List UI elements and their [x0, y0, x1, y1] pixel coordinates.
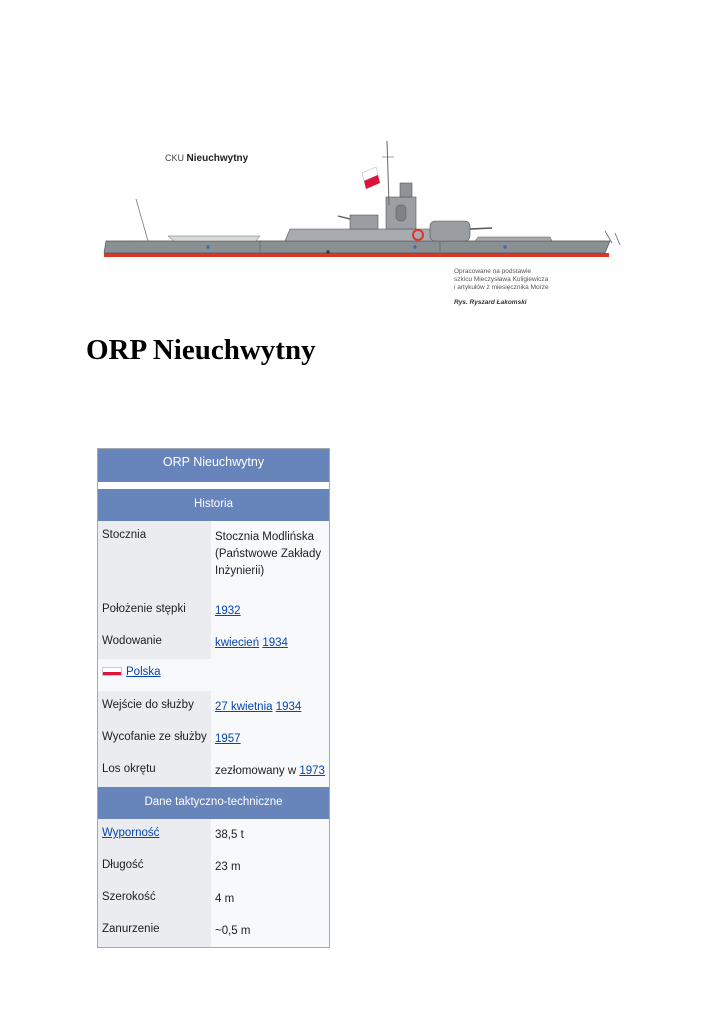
- infobox-title: ORP Nieuchwytny: [98, 449, 329, 482]
- row-displacement: [98, 819, 329, 851]
- link-keel-year[interactable]: 1932: [215, 605, 241, 617]
- value-fate-text: zezłomowany w: [215, 765, 297, 777]
- label-length: Długość: [98, 851, 211, 883]
- link-flag-country[interactable]: Polska: [126, 666, 161, 678]
- label-fate: Los okrętu: [98, 755, 211, 787]
- link-launch-month[interactable]: kwiecień: [215, 637, 260, 649]
- row-decommission: [98, 723, 329, 755]
- drawing-title: [165, 153, 248, 164]
- row-fate: [98, 755, 329, 787]
- rear-turret: [430, 221, 470, 241]
- row-keel: [98, 595, 329, 627]
- row-length: [98, 851, 329, 883]
- link-launch-year[interactable]: 1934: [262, 637, 288, 649]
- drawing-credit: Rys. Ryszard Łakomski: [454, 299, 527, 306]
- label-beam: Szerokość: [98, 883, 211, 915]
- label-launch: Wodowanie: [98, 627, 211, 659]
- link-fate-year[interactable]: 1973: [299, 765, 325, 777]
- infobox: [97, 448, 330, 948]
- label-commission: Wejście do służby: [98, 691, 211, 723]
- waterline: [104, 253, 609, 257]
- row-launch: [98, 627, 329, 659]
- value-beam: 4 m: [215, 893, 235, 905]
- poland-flag-icon: [102, 667, 122, 676]
- value-draft: ~0,5 m: [215, 925, 251, 937]
- drawing-source-note: [454, 268, 584, 292]
- infobox-gap: [98, 482, 329, 489]
- row-shipyard: [98, 521, 329, 595]
- lifeboat: [168, 236, 260, 241]
- link-commission-year[interactable]: 1934: [275, 701, 302, 713]
- row-beam: [98, 883, 329, 915]
- note-line: szkicu Mieczysława Kuligiewicza: [454, 276, 549, 283]
- page-title: ORP Nieuchwytny: [86, 334, 316, 366]
- label-decommission: Wycofanie ze służby: [98, 723, 211, 755]
- forward-turret: [350, 215, 378, 229]
- section-header-history: Historia: [98, 489, 329, 521]
- note-line: Opracowane na podstawie: [454, 268, 531, 275]
- row-flag: [98, 659, 329, 691]
- row-draft: [98, 915, 329, 947]
- drawing-title-prefix: CKU: [165, 153, 185, 163]
- note-line: i artykułów z miesięcznika Morze: [454, 284, 549, 291]
- value-shipyard: Stocznia Modlińska (Państwowe Zakłady Inżynierii): [215, 531, 322, 577]
- label-draft: Zanurzenie: [98, 915, 211, 947]
- drawing-title-name: Nieuchwytny: [186, 153, 249, 164]
- row-commission: [98, 691, 329, 723]
- hull: [104, 241, 610, 253]
- section-header-specs: Dane taktyczno-techniczne: [98, 787, 329, 819]
- label-shipyard: Stocznia: [98, 521, 211, 595]
- label-keel: Położenie stępki: [98, 595, 211, 627]
- link-decommission-year[interactable]: 1957: [215, 733, 241, 745]
- value-length: 23 m: [215, 861, 241, 873]
- link-commission-date[interactable]: 27 kwietnia: [215, 701, 273, 713]
- link-displacement[interactable]: Wyporność: [102, 827, 160, 839]
- value-displacement: 38,5 t: [215, 829, 244, 841]
